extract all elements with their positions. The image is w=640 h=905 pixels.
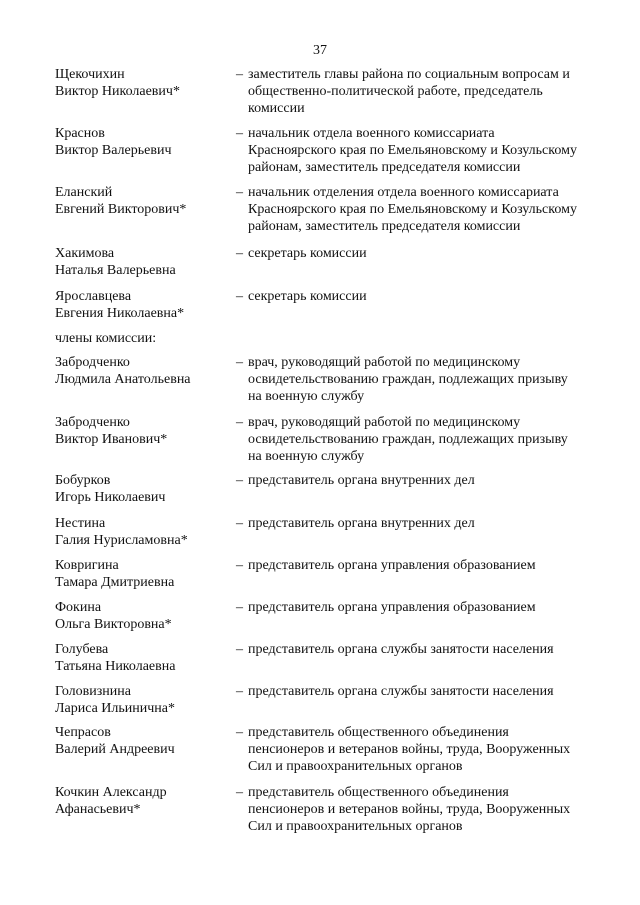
member-name-line: Ковригина xyxy=(55,558,119,573)
member-name xyxy=(55,414,235,448)
member-role-text: пенсионеров и ветеранов войны, труда, Вооруженных xyxy=(248,742,571,757)
member-role-line xyxy=(236,557,616,574)
member-role xyxy=(236,125,616,176)
member-name-line: Тамара Дмитриевна xyxy=(55,575,175,590)
member-role-line xyxy=(236,184,616,201)
member-name-line: Татьяна Николаевна xyxy=(55,659,176,674)
member-role-line xyxy=(236,448,616,465)
member-name-line: Голубева xyxy=(55,642,109,657)
member-name xyxy=(55,557,235,591)
member-name xyxy=(55,641,235,675)
member-name xyxy=(55,66,235,100)
member-role-text: общественно-политической работе, председатель xyxy=(248,84,543,99)
member-name-line: Виктор Николаевич* xyxy=(55,84,180,99)
member-name xyxy=(55,784,235,818)
member-role-text: секретарь комиссии xyxy=(248,246,367,261)
member-role-text: освидетельствованию граждан, подлежащих призыву xyxy=(248,372,568,387)
member-role-line xyxy=(236,431,616,448)
member-name xyxy=(55,288,235,322)
member-role-line xyxy=(236,159,616,176)
role-dash: – xyxy=(236,684,243,699)
member-role-line xyxy=(236,758,616,775)
member-role xyxy=(236,683,616,700)
member-role-text: врач, руководящий работой по медицинскому xyxy=(248,415,521,430)
role-dash: – xyxy=(236,415,243,430)
member-role-line xyxy=(236,218,616,235)
member-name-line: Галия Нурисламовна* xyxy=(55,533,188,548)
member-role-text: представитель органа службы занятости населения xyxy=(248,642,554,657)
member-name xyxy=(55,599,235,633)
role-dash: – xyxy=(236,185,243,200)
member-role xyxy=(236,66,616,117)
member-role xyxy=(236,784,616,835)
role-dash: – xyxy=(236,558,243,573)
role-dash: – xyxy=(236,725,243,740)
member-name-line: Щекочихин xyxy=(55,67,125,82)
member-role xyxy=(236,557,616,574)
member-name-line: Игорь Николаевич xyxy=(55,490,166,505)
member-name-line: Хакимова xyxy=(55,246,115,261)
member-role-text: представитель общественного объединения xyxy=(248,725,509,740)
member-name xyxy=(55,472,235,506)
member-role-line xyxy=(236,245,616,262)
member-role-text: представитель органа управления образованием xyxy=(248,558,536,573)
member-role-text: представитель органа внутренних дел xyxy=(248,473,475,488)
role-dash: – xyxy=(236,246,243,261)
member-role-text: Сил и правоохранительных органов xyxy=(248,819,463,834)
member-name-line: Лариса Ильинична* xyxy=(55,701,176,716)
member-name-line: Наталья Валерьевна xyxy=(55,263,176,278)
member-role-text: секретарь комиссии xyxy=(248,289,367,304)
member-name-line: Бобурков xyxy=(55,473,111,488)
member-name xyxy=(55,125,235,159)
member-name-line: Нестина xyxy=(55,516,106,531)
member-role-text: пенсионеров и ветеранов войны, труда, Вооруженных xyxy=(248,802,571,817)
member-role xyxy=(236,354,616,405)
member-name-line: Виктор Иванович* xyxy=(55,432,168,447)
member-role-line xyxy=(236,388,616,405)
member-role-line xyxy=(236,142,616,159)
member-name-line: Людмила Анатольевна xyxy=(55,372,191,387)
member-name-line: Головизнина xyxy=(55,684,131,699)
member-name-line: Еланский xyxy=(55,185,113,200)
member-role-line xyxy=(236,288,616,305)
role-dash: – xyxy=(236,67,243,82)
member-role-text: на военную службу xyxy=(248,389,365,404)
member-name xyxy=(55,724,235,758)
member-role-line xyxy=(236,801,616,818)
member-name-line: Фокина xyxy=(55,600,102,615)
member-name-line: Виктор Валерьевич xyxy=(55,143,172,158)
member-role-text: освидетельствованию граждан, подлежащих призыву xyxy=(248,432,568,447)
member-role xyxy=(236,515,616,532)
member-role-text: Красноярского края по Емельяновскому и Козульскому xyxy=(248,202,577,217)
member-role xyxy=(236,472,616,489)
member-role-line xyxy=(236,741,616,758)
member-role-line xyxy=(236,724,616,741)
member-role-line xyxy=(236,683,616,700)
member-role-line xyxy=(236,515,616,532)
member-name-line: Ольга Викторовна* xyxy=(55,617,172,632)
member-role-text: Сил и правоохранительных органов xyxy=(248,759,463,774)
role-dash: – xyxy=(236,642,243,657)
member-role xyxy=(236,599,616,616)
role-dash: – xyxy=(236,289,243,304)
member-role xyxy=(236,288,616,305)
member-role-line xyxy=(236,641,616,658)
member-role-text: начальник отдела военного комиссариата xyxy=(248,126,495,141)
member-name-line: Ярославцева xyxy=(55,289,132,304)
member-name-line: Евгений Викторович* xyxy=(55,202,187,217)
member-role-line xyxy=(236,354,616,371)
member-role xyxy=(236,414,616,465)
member-name-line: Валерий Андреевич xyxy=(55,742,175,757)
member-name xyxy=(55,683,235,717)
section-label-members: члены комиссии: xyxy=(55,331,157,346)
member-role-text: представитель органа внутренних дел xyxy=(248,516,475,531)
role-dash: – xyxy=(236,473,243,488)
member-role-line xyxy=(236,414,616,431)
role-dash: – xyxy=(236,516,243,531)
member-role-line xyxy=(236,371,616,388)
member-role-text: начальник отделения отдела военного комиссариата xyxy=(248,185,559,200)
member-name xyxy=(55,245,235,279)
member-name xyxy=(55,184,235,218)
member-role-text: врач, руководящий работой по медицинскому xyxy=(248,355,521,370)
member-role-line xyxy=(236,599,616,616)
member-name-line: Забродченко xyxy=(55,415,130,430)
member-role xyxy=(236,641,616,658)
member-role-line xyxy=(236,818,616,835)
member-role-text: заместитель главы района по социальным вопросам и xyxy=(248,67,570,82)
member-role-text: представитель общественного объединения xyxy=(248,785,509,800)
member-name xyxy=(55,354,235,388)
member-name-line: Забродченко xyxy=(55,355,130,370)
member-role-line xyxy=(236,784,616,801)
member-role-text: представитель органа управления образованием xyxy=(248,600,536,615)
member-role-text: районам, заместитель председателя комиссии xyxy=(248,160,521,175)
member-role-line xyxy=(236,201,616,218)
member-name xyxy=(55,515,235,549)
member-name-line: Кочкин Александр xyxy=(55,785,167,800)
member-name-line: Евгения Николаевна* xyxy=(55,306,185,321)
member-name-line: Чепрасов xyxy=(55,725,111,740)
member-role-text: районам, заместитель председателя комиссии xyxy=(248,219,521,234)
member-role xyxy=(236,184,616,235)
member-role-text: на военную службу xyxy=(248,449,365,464)
role-dash: – xyxy=(236,126,243,141)
member-role-line xyxy=(236,83,616,100)
member-role xyxy=(236,245,616,262)
member-role-text: Красноярского края по Емельяновскому и Козульскому xyxy=(248,143,577,158)
role-dash: – xyxy=(236,785,243,800)
page-number: 37 xyxy=(313,43,327,58)
member-name-line: Афанасьевич* xyxy=(55,802,141,817)
member-role xyxy=(236,724,616,775)
role-dash: – xyxy=(236,600,243,615)
member-role-line xyxy=(236,66,616,83)
member-role-line xyxy=(236,472,616,489)
member-role-text: комиссии xyxy=(248,101,305,116)
role-dash: – xyxy=(236,355,243,370)
member-role-line xyxy=(236,125,616,142)
member-role-line xyxy=(236,100,616,117)
member-role-text: представитель органа службы занятости населения xyxy=(248,684,554,699)
member-name-line: Краснов xyxy=(55,126,105,141)
